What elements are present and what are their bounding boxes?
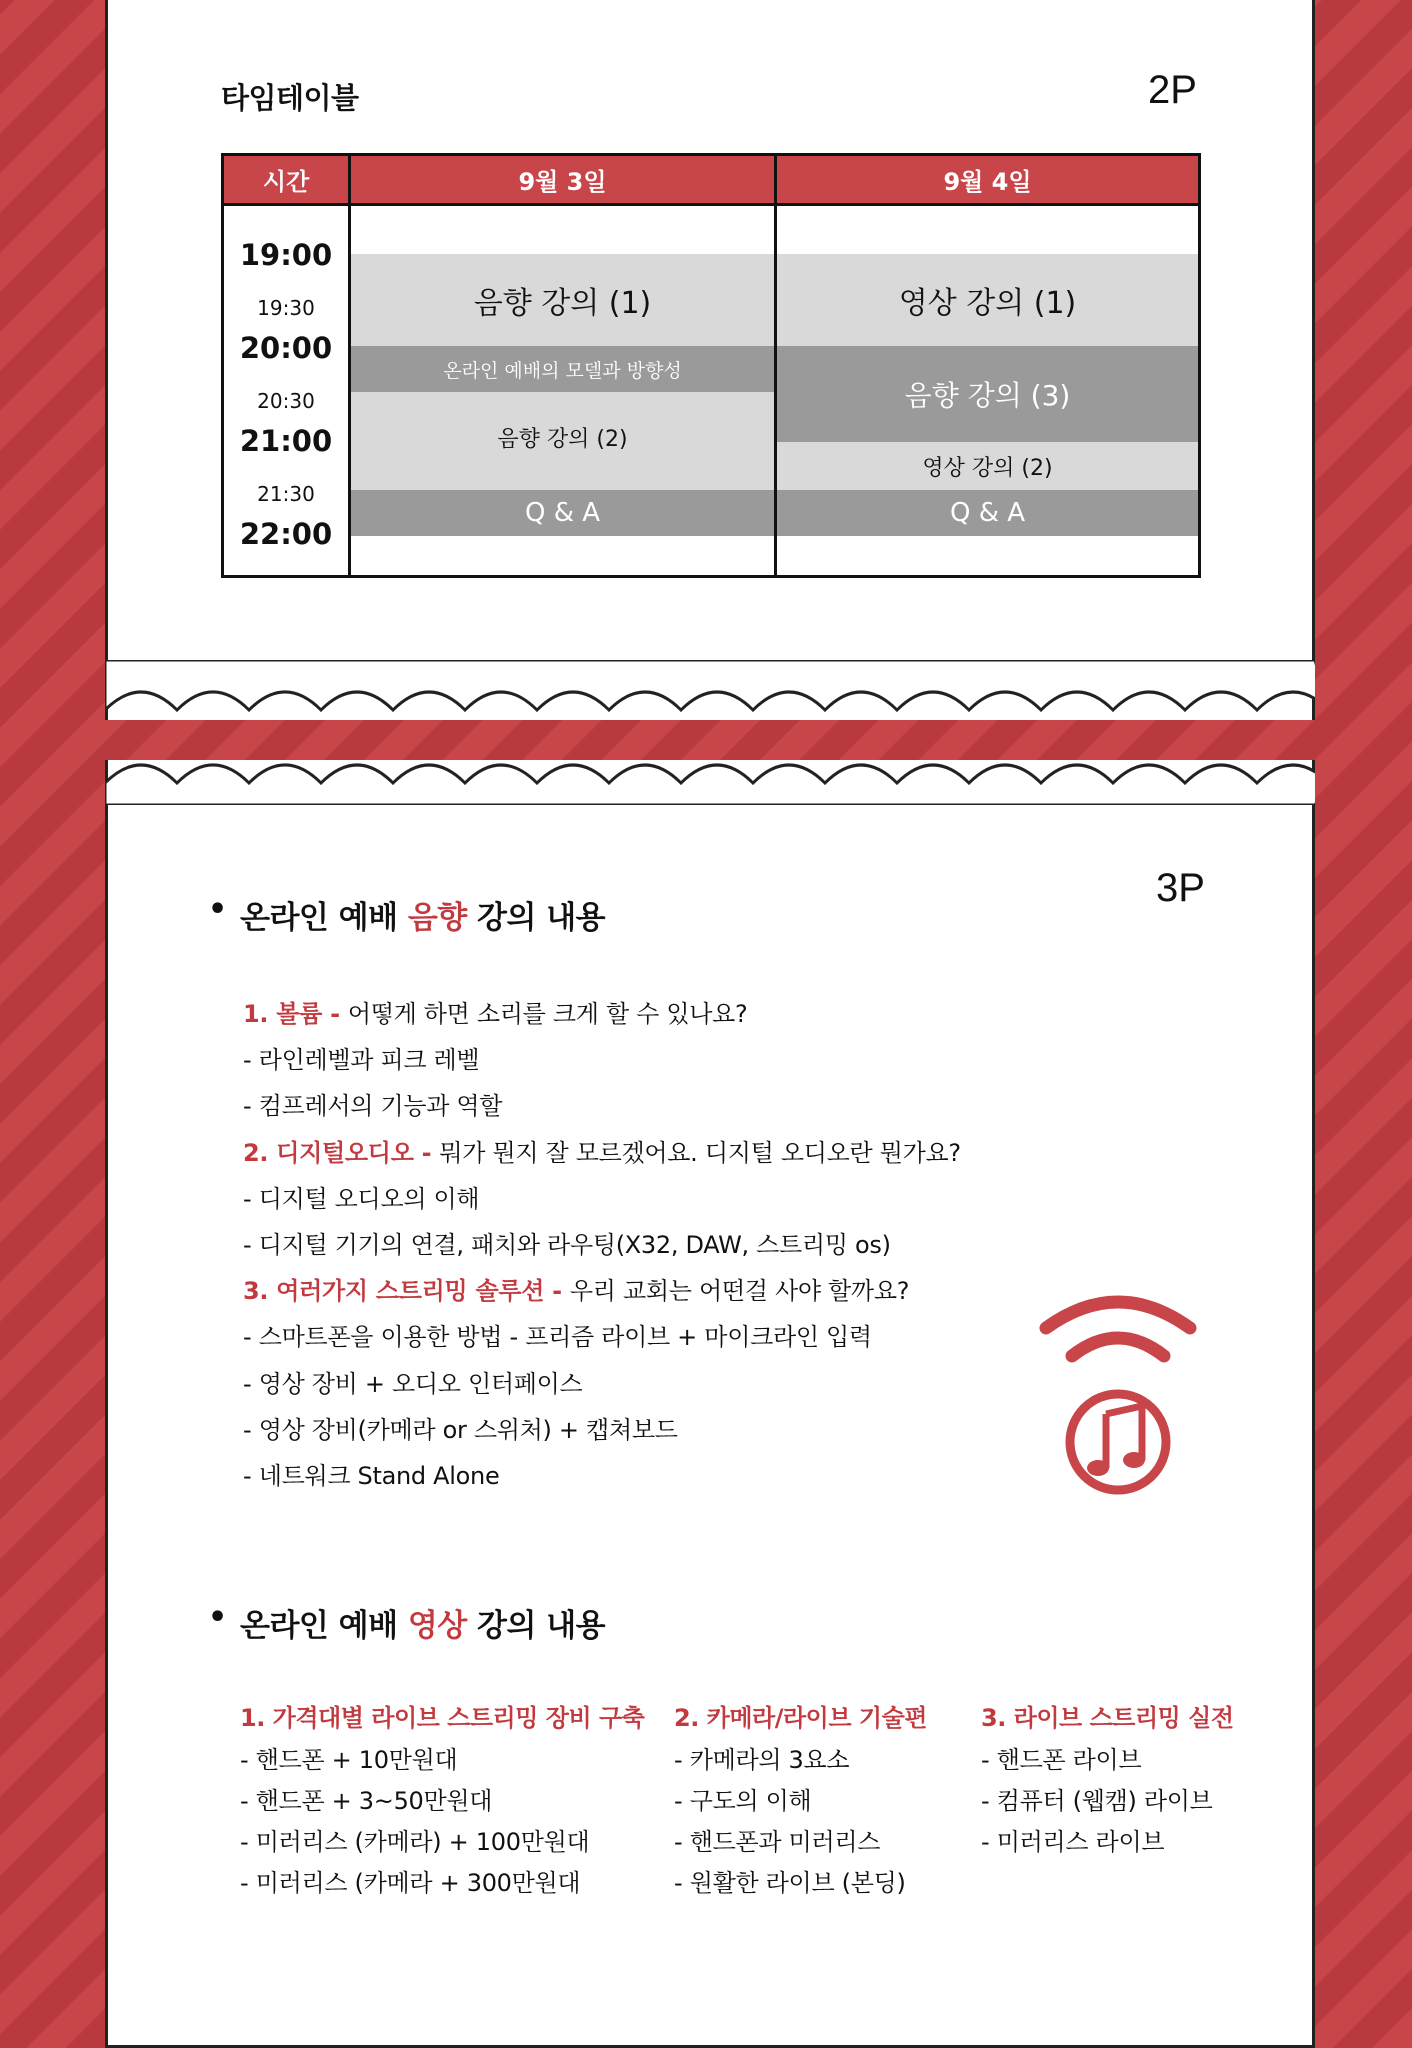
time-label: 20:00 (239, 331, 333, 365)
video-column-item: - 미러리스 라이브 (981, 1828, 1165, 1856)
audio-list-item (243, 1410, 678, 1445)
header-time: 시간 (224, 156, 348, 203)
audio-item-text: - 네트워크 Stand Alone (243, 1462, 500, 1490)
video-column-item: - 구도의 이해 (674, 1787, 812, 1815)
video-column-item: - 핸드폰과 미러리스 (674, 1828, 881, 1856)
day2-session-1: 영상 강의 (1) (777, 254, 1198, 346)
video-column-heading: 3. 라이브 스트리밍 실전 (981, 1704, 1234, 1732)
audio-item-text: 어떻게 하면 소리를 크게 할 수 있나요? (347, 1000, 748, 1028)
video-column-heading: 2. 카메라/라이브 기술편 (674, 1704, 927, 1732)
audio-section-title: 온라인 예배 음향 강의 내용 (240, 900, 606, 936)
audio-item-heading: 3. 여러가지 스트리밍 솔루션 - (243, 1277, 570, 1306)
audio-item-text: - 디지털 오디오의 이해 (243, 1184, 480, 1213)
time-label: 22:00 (239, 517, 333, 551)
video-column-item: - 미러리스 (카메라) + 100만원대 (240, 1828, 590, 1856)
audio-list-item (243, 1456, 499, 1491)
day1-session-4: Q & A (351, 490, 774, 536)
timetable-title: 타임테이블 (221, 81, 359, 115)
audio-list-item (243, 1271, 909, 1306)
page-number-3: 3P (1156, 866, 1205, 910)
video-section-bullet: • (208, 1600, 228, 1635)
audio-list-item (243, 1086, 502, 1121)
video-column-item: - 원활한 라이브 (본딩) (674, 1869, 906, 1897)
video-section-title: 온라인 예배 영상 강의 내용 (240, 1608, 606, 1644)
audio-item-text: - 영상 장비 + 오디오 인터페이스 (243, 1369, 583, 1398)
audio-list-item (243, 1317, 872, 1352)
audio-item-text: - 컴프레서의 기능과 역할 (243, 1092, 503, 1121)
header-divider (224, 203, 1198, 206)
video-column-item: - 카메라의 3요소 (674, 1746, 850, 1774)
audio-item-text: 뭐가 뭔지 잘 모르겠어요. 디지털 오디오란 뭔가요? (439, 1138, 961, 1167)
wifi-music-note-icon (1038, 1292, 1198, 1498)
audio-item-text: - 영상 장비(카메라 or 스위처) + 캡쳐보드 (243, 1415, 678, 1444)
page-number-2: 2P (1148, 68, 1197, 112)
audio-item-heading: 2. 디지털오디오 - (243, 1138, 440, 1167)
day1-session-2: 온라인 예배의 모델과 방향성 (351, 346, 774, 392)
time-label: 21:00 (239, 424, 333, 458)
audio-list-item (243, 1133, 961, 1168)
audio-list-item (243, 1225, 891, 1260)
audio-item-text: 우리 교회는 어떤걸 사야 할까요? (569, 1277, 910, 1306)
day1-session-3: 음향 강의 (2) (351, 392, 774, 482)
video-column-item: - 컴퓨터 (웹캠) 라이브 (981, 1787, 1213, 1815)
header-day1: 9월 3일 (351, 156, 774, 203)
wave-divider-top (105, 660, 1315, 730)
audio-section-bullet: • (208, 892, 228, 927)
audio-item-heading: 1. 볼륨 - (243, 1000, 348, 1028)
audio-item-text: - 스마트폰을 이용한 방법 - 프리즘 라이브 + 마이크라인 입력 (243, 1323, 872, 1352)
time-label: 21:30 (257, 482, 315, 506)
day2-session-3: 영상 강의 (2) (777, 442, 1198, 490)
column-divider-1 (348, 156, 351, 575)
audio-list-item (243, 1364, 582, 1399)
audio-list-item (243, 994, 747, 1029)
wave-divider-bottom (105, 735, 1315, 805)
day1-session-1: 음향 강의 (1) (351, 254, 774, 346)
video-column-item: - 핸드폰 + 3~50만원대 (240, 1787, 493, 1815)
audio-list-item (243, 1040, 479, 1075)
column-divider-2 (774, 156, 777, 575)
timetable (221, 153, 1201, 578)
audio-item-text: - 디지털 기기의 연결, 패치와 라우팅(X32, DAW, 스트리밍 os) (243, 1231, 891, 1259)
audio-item-text: - 라인레벨과 피크 레벨 (243, 1046, 480, 1075)
day2-session-2: 음향 강의 (3) (777, 346, 1198, 442)
video-column-item: - 핸드폰 + 10만원대 (240, 1746, 458, 1774)
time-label: 19:30 (257, 296, 315, 320)
time-label: 19:00 (239, 238, 333, 272)
audio-list-item (243, 1179, 479, 1214)
header-day2: 9월 4일 (777, 156, 1198, 203)
video-column-item: - 미러리스 (카메라 + 300만원대 (240, 1869, 581, 1897)
day2-session-4: Q & A (777, 490, 1198, 536)
video-column-item: - 핸드폰 라이브 (981, 1746, 1142, 1774)
time-label: 20:30 (257, 389, 315, 413)
video-column-heading: 1. 가격대별 라이브 스트리밍 장비 구축 (240, 1704, 645, 1732)
